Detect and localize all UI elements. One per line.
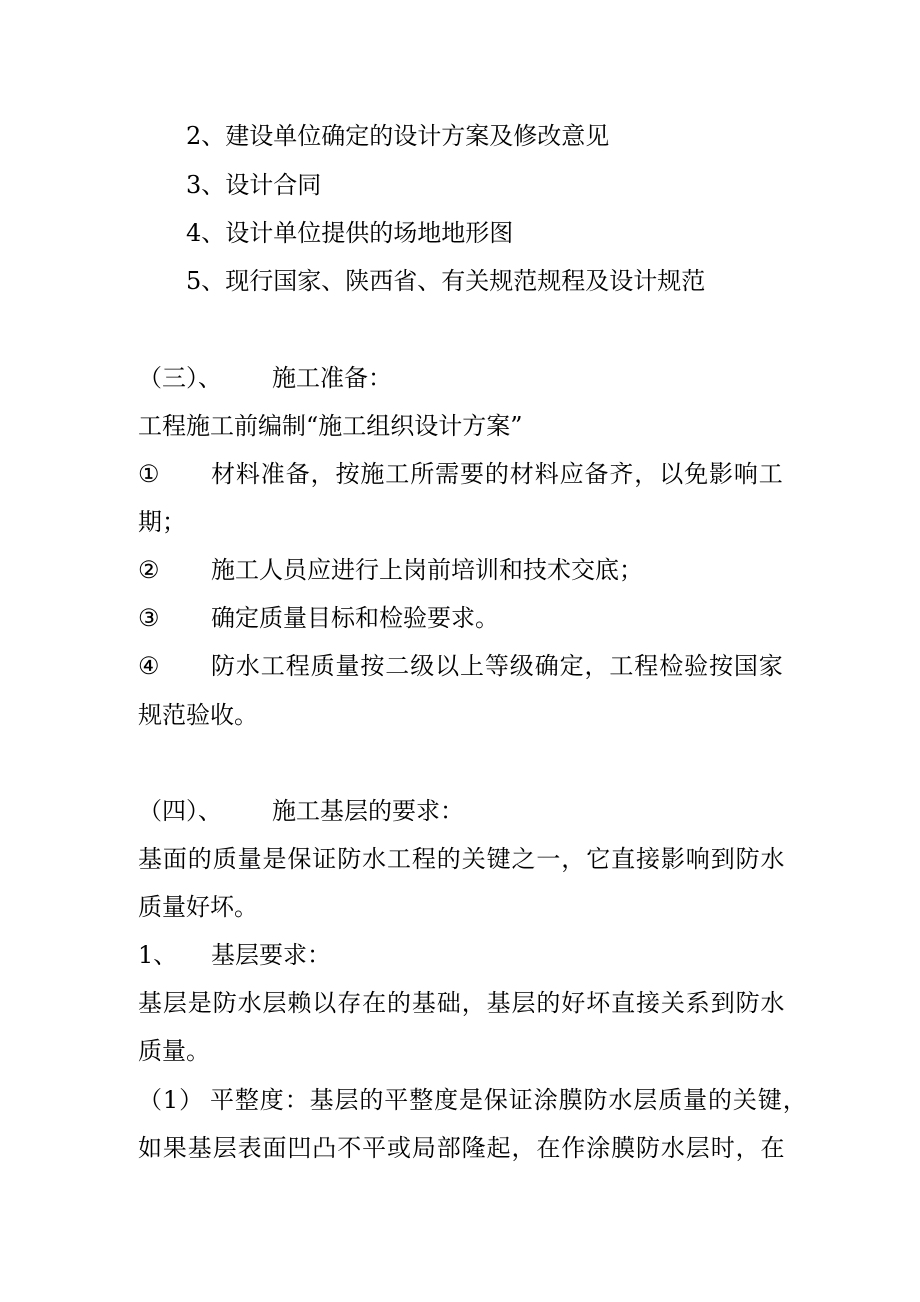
item-marker: ①: [138, 460, 161, 488]
item-text: 材料准备，按施工所需要的材料应备齐，以免影响工: [211, 460, 784, 488]
section4-intro-cont: 质量好坏。: [138, 893, 258, 921]
section4-title: 施工基层的要求：: [272, 797, 464, 825]
item-flatness-cont: 如果基层表面凹凸不平或局部隆起，在作涂膜防水层时，在: [138, 1134, 786, 1162]
item-marker: ③: [138, 604, 160, 632]
section3-item-1: [138, 462, 784, 486]
section4-heading: [138, 799, 464, 823]
subsection-1-heading: [138, 943, 331, 967]
subsection-title: 基层要求：: [211, 941, 331, 969]
section3-title: 施工准备：: [272, 364, 392, 392]
basis-item-2: 2、建设单位确定的设计方案及修改意见: [186, 122, 610, 150]
item-marker: ④: [138, 652, 161, 680]
item-marker: ②: [138, 556, 160, 584]
section3-label: （三）、: [138, 364, 222, 392]
basis-item-5: 5、现行国家、陕西省、有关规范规程及设计规范: [186, 267, 706, 295]
section4-label: （四）、: [138, 797, 222, 825]
section3-item-4: [138, 654, 784, 678]
item-marker: （1）: [138, 1086, 204, 1114]
basis-item-3: 3、设计合同: [186, 171, 322, 199]
subsection-1-desc: 基层是防水层赖以存在的基础，基层的好坏直接关系到防水: [138, 989, 786, 1017]
section3-item-4-cont: 规范验收。: [138, 701, 258, 729]
subsection-number: 1、: [138, 941, 178, 969]
item-text: 施工人员应进行上岗前培训和技术交底；: [211, 556, 643, 584]
section3-item-2: [138, 558, 643, 582]
subsection-1-desc-cont: 质量。: [138, 1037, 210, 1065]
item-text: 平整度：基层的平整度是保证涂膜防水层质量的关键，: [210, 1086, 808, 1114]
section3-item-3: [138, 606, 499, 630]
item-text: 确定质量目标和检验要求。: [211, 604, 499, 632]
section3-heading: [138, 366, 392, 390]
basis-item-4: 4、设计单位提供的场地地形图: [186, 219, 514, 247]
section3-item-1-cont: 期；: [138, 508, 186, 536]
section4-intro: 基面的质量是保证防水工程的关键之一，它直接影响到防水: [138, 845, 786, 873]
item-flatness: [138, 1088, 808, 1112]
item-text: 防水工程质量按二级以上等级确定，工程检验按国家: [211, 652, 784, 680]
section3-intro: 工程施工前编制“施工组织设计方案”: [138, 412, 523, 440]
